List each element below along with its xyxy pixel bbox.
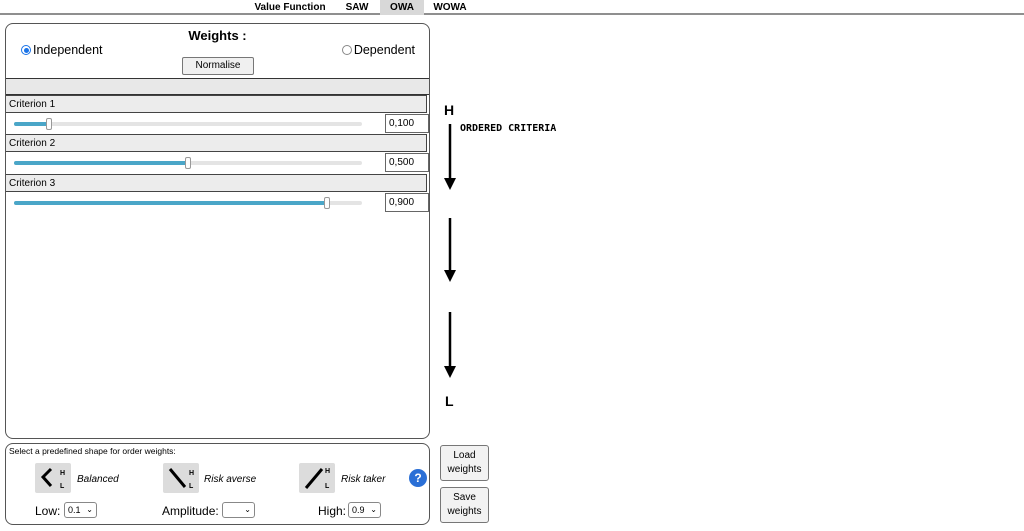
risk-taker-curve-icon xyxy=(299,463,335,493)
down-arrow-icon xyxy=(444,218,456,282)
low-select-label: Low: xyxy=(35,504,61,518)
criterion-header: Criterion 3 xyxy=(6,174,427,192)
top-nav xyxy=(0,0,1024,15)
risk-taker-label[interactable]: Risk taker xyxy=(341,474,386,485)
tab-saw[interactable]: SAW xyxy=(345,2,369,13)
criterion-2-slider[interactable] xyxy=(14,161,362,165)
help-icon[interactable]: ? xyxy=(409,469,427,487)
slider-thumb[interactable] xyxy=(46,118,52,130)
criterion-header: Criterion 2 xyxy=(6,134,427,152)
save-weights-button[interactable]: Save weights xyxy=(440,487,489,523)
balanced-shape-icon[interactable] xyxy=(35,463,71,493)
tab-wowa[interactable]: WOWA xyxy=(433,2,467,13)
weights-title: Weights : xyxy=(188,28,247,43)
shape-prompt: Select a predefined shape for order weights: xyxy=(9,446,176,456)
radio-dot-icon xyxy=(342,45,352,55)
header-band xyxy=(6,79,429,95)
criterion-3-slider[interactable] xyxy=(14,201,362,205)
down-arrow-icon xyxy=(444,312,456,378)
balanced-label[interactable]: Balanced xyxy=(77,474,119,485)
slider-fill xyxy=(14,122,49,126)
chevron-down-icon: ⌄ xyxy=(86,505,93,514)
independent-label: Independent xyxy=(33,43,103,57)
ordered-criteria-text: ORDERED CRITERIA xyxy=(460,123,557,134)
load-weights-button[interactable]: Load weights xyxy=(440,445,489,481)
dependent-label: Dependent xyxy=(353,43,415,57)
balanced-curve-icon xyxy=(35,463,71,493)
chevron-down-icon: ⌄ xyxy=(370,505,377,514)
criterion-2-value-input[interactable]: 0,500 xyxy=(385,153,429,172)
high-select[interactable] xyxy=(348,502,381,518)
shape-panel xyxy=(5,443,430,525)
low-label: L xyxy=(445,393,454,409)
criterion-header: Criterion 1 xyxy=(6,95,427,113)
high-select-label: High: xyxy=(318,504,347,518)
risk-taker-shape-icon[interactable] xyxy=(299,463,335,493)
high-label: H xyxy=(444,102,455,118)
slider-fill xyxy=(14,201,327,205)
low-select-value: 0.1 xyxy=(68,505,81,515)
amplitude-select[interactable] xyxy=(222,502,255,518)
criterion-1-slider[interactable] xyxy=(14,122,362,126)
icon-low-letter: L xyxy=(189,483,194,490)
slider-thumb[interactable] xyxy=(324,197,330,209)
weights-panel xyxy=(5,23,430,439)
chevron-down-icon: ⌄ xyxy=(244,505,251,514)
ordering-arrows xyxy=(443,122,457,394)
criterion-3-value-input[interactable]: 0,900 xyxy=(385,193,429,212)
icon-high-letter: H xyxy=(60,470,66,477)
icon-high-letter: H xyxy=(189,470,195,477)
radio-dot-icon xyxy=(21,45,31,55)
slider-thumb[interactable] xyxy=(185,157,191,169)
low-select[interactable] xyxy=(64,502,97,518)
amplitude-select-label: Amplitude: xyxy=(162,504,219,518)
independent-radio[interactable] xyxy=(21,43,103,57)
tab-value-function[interactable]: Value Function xyxy=(254,2,326,13)
risk-averse-curve-icon xyxy=(163,463,199,493)
down-arrow-icon xyxy=(444,124,456,190)
high-select-value: 0.9 xyxy=(352,505,365,515)
dependent-radio[interactable] xyxy=(342,43,415,57)
icon-low-letter: L xyxy=(60,483,65,490)
criterion-1-value-input[interactable]: 0,100 xyxy=(385,114,429,133)
icon-high-letter: H xyxy=(325,468,331,475)
risk-averse-shape-icon[interactable] xyxy=(163,463,199,493)
risk-averse-label[interactable]: Risk averse xyxy=(204,474,257,485)
icon-low-letter: L xyxy=(325,483,330,490)
normalise-button[interactable]: Normalise xyxy=(182,57,254,75)
tab-owa[interactable]: OWA xyxy=(380,0,424,15)
slider-fill xyxy=(14,161,188,165)
